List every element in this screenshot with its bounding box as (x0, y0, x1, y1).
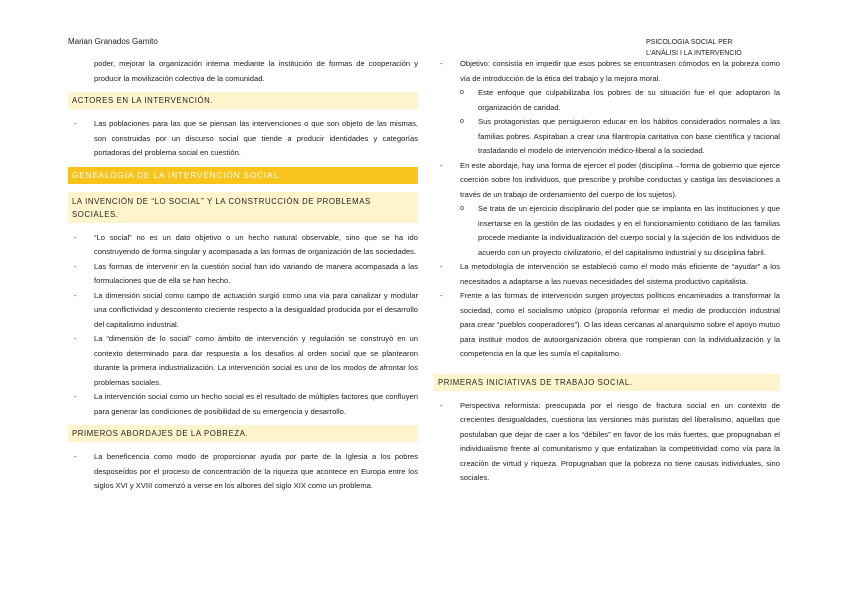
list-item: - Las formas de intervenir en la cuestión social han ido variando de manera acompasada a las formulaciones que de ella se han hecho. (68, 260, 418, 289)
section-heading-iniciativas: PRIMERAS INICIATIVAS DE TRABAJO SOCIAL. (434, 374, 780, 391)
invencion-list (68, 231, 418, 420)
section-heading-primeros: PRIMEROS ABORDAJES DE LA POBREZA. (68, 425, 418, 442)
list-item: - La “dimensión de lo social” como ámbito de intervención y regulación se construyó en un contexto determinado para dar respuesta a los desafíos al orden social que se plantearon durante la primera industrialización. La intervención social es uno de los modos de afrontar los problemas sociales. (68, 332, 418, 390)
header-subject-line2: L'ANÀLISI I LA INTERVENCIÓ (646, 50, 742, 57)
header-author: Marian Granados Gamito (68, 37, 158, 46)
list-item: - “Lo social” no es un dato objetivo o un hecho natural observable, sino que se ha ido construyendo de forma singular y acompasada a las formas de organización de las sociedades. (68, 231, 418, 260)
left-column (68, 57, 418, 494)
sub-list-item: o Sus protagonistas que persiguieron educar en los hábitos considerados normales a las familias pobres. Aspiraban a crear una filantropía caritativa con base científica y racional trasladando el modelo de intervención médico-liberal a la sociedad. (434, 115, 780, 159)
header-subject (646, 37, 742, 59)
iniciativas-list (434, 399, 780, 486)
right-column (434, 57, 780, 486)
list-item-metodologia: - La metodología de intervención se estableció como el modo más eficiente de “ayudar” a los necesitados a adaptarse a las nuevas necesidades del sistema productivo capitalista. (434, 260, 780, 289)
section-heading-genealogia: GENEALOGÍA DE LA INTERVENCIÓN SOCIAL. (68, 167, 418, 184)
list-item-perspectiva: - Perspectiva reformista: preocupada por el riesgo de fractura social en un contexto de crecientes desigualdades, cuestiona las versiones más puristas del liberalismo, aquellas que postulaban que dejar de caer a los “débiles” en favor de los más fuertes, que propugnaban el individualismo frente al comunitarismo y que enfatizaban la competitividad como vía para la creación de virtud y riqueza. Propugnaban que la pobreza no tiene causas individuales, sino sociales. (434, 399, 780, 486)
list-item: - Las poblaciones para las que se piensan las intervenciones o que son objeto de las mismas, son construidas por un discurso social que tiende a producir identidades y categorías portadoras del problema social en cuestión. (68, 117, 418, 161)
list-item-objetivo: - Objetivo: consistía en impedir que esos pobres se encontrasen cómodos en la pobreza como vía de introducción de la ética del trabajo y la mejora moral. (434, 57, 780, 86)
list-item-enfoque: - En este abordaje, hay una forma de ejercer el poder (disciplina→forma de gobierno que ejerce coerción sobre los individuos, que prescribe y prohíbe conductas y castiga las desviaciones a través de un trabajo de ordenamiento del cuerpo de los sujetos). (434, 159, 780, 203)
list-item: - La dimensión social como campo de actuación surgió como una vía para canalizar y modular una conflictividad y descontento creciente respecto a la desigualdad producida por el desarrollo del capitalismo industrial. (68, 289, 418, 333)
header-subject-line1: PSICOLOGIA SOCIAL PER (646, 39, 733, 46)
intro-continuation: poder, mejorar la organización interna mediante la institución de formas de cooperación y producir la movilización colectiva de la comunidad. (94, 59, 418, 83)
section-heading-actores: ACTORES EN LA INTERVENCIÓN. (68, 92, 418, 109)
list-item: - La beneficencia como modo de proporcionar ayuda por parte de la Iglesia a los pobres desposeídos por el proceso de concentración de la riqueza que acontece en Europa entre los siglos XVI y XVIII comenzó a verse en los albores del siglo XIX como un problema. (68, 450, 418, 494)
sub-list-item: o Este enfoque que culpabilizaba los pobres de su situación fue el que adoptaron la organización de caridad. (434, 86, 780, 115)
abordaje-list (434, 57, 780, 362)
list-item: - La intervención social como un hecho social es el resultado de múltiples factores que confluyen para generar las condiciones de posibilidad de su emergencia y desarrollo. (68, 390, 418, 419)
primeros-list (68, 450, 418, 494)
section-heading-invencion: LA INVENCIÓN DE “LO SOCIAL” Y LA CONSTRUCCIÓN DE PROBLEMAS SOCIALES. (68, 192, 418, 223)
actores-list (68, 117, 418, 161)
sub-list-item: o Se trata de un ejercicio disciplinario del poder que se implanta en las instituciones y que insertarse en la gestión de las ciudades y en el funcionamiento cotidiano de las familias procede mediante la individualización del cuerpo social y la sujeción de los individuos de acuerdo con un proyecto civilizatorio, el del capitalismo industrial y su disciplina fabril. (434, 202, 780, 260)
list-item-frente: - Frente a las formas de intervención surgen proyectos políticos encaminados a transformar la sociedad, como el socialismo utópico (proponía reformar el medio de producción industrial para crear “pueblos cooperadores”). O las ideas cercanas al anarquismo sobre el apoyo mutuo para instituir modos de autoorganización obrera que rompieran con la individualización y la competencia en la que les sumía el capitalismo. (434, 289, 780, 362)
